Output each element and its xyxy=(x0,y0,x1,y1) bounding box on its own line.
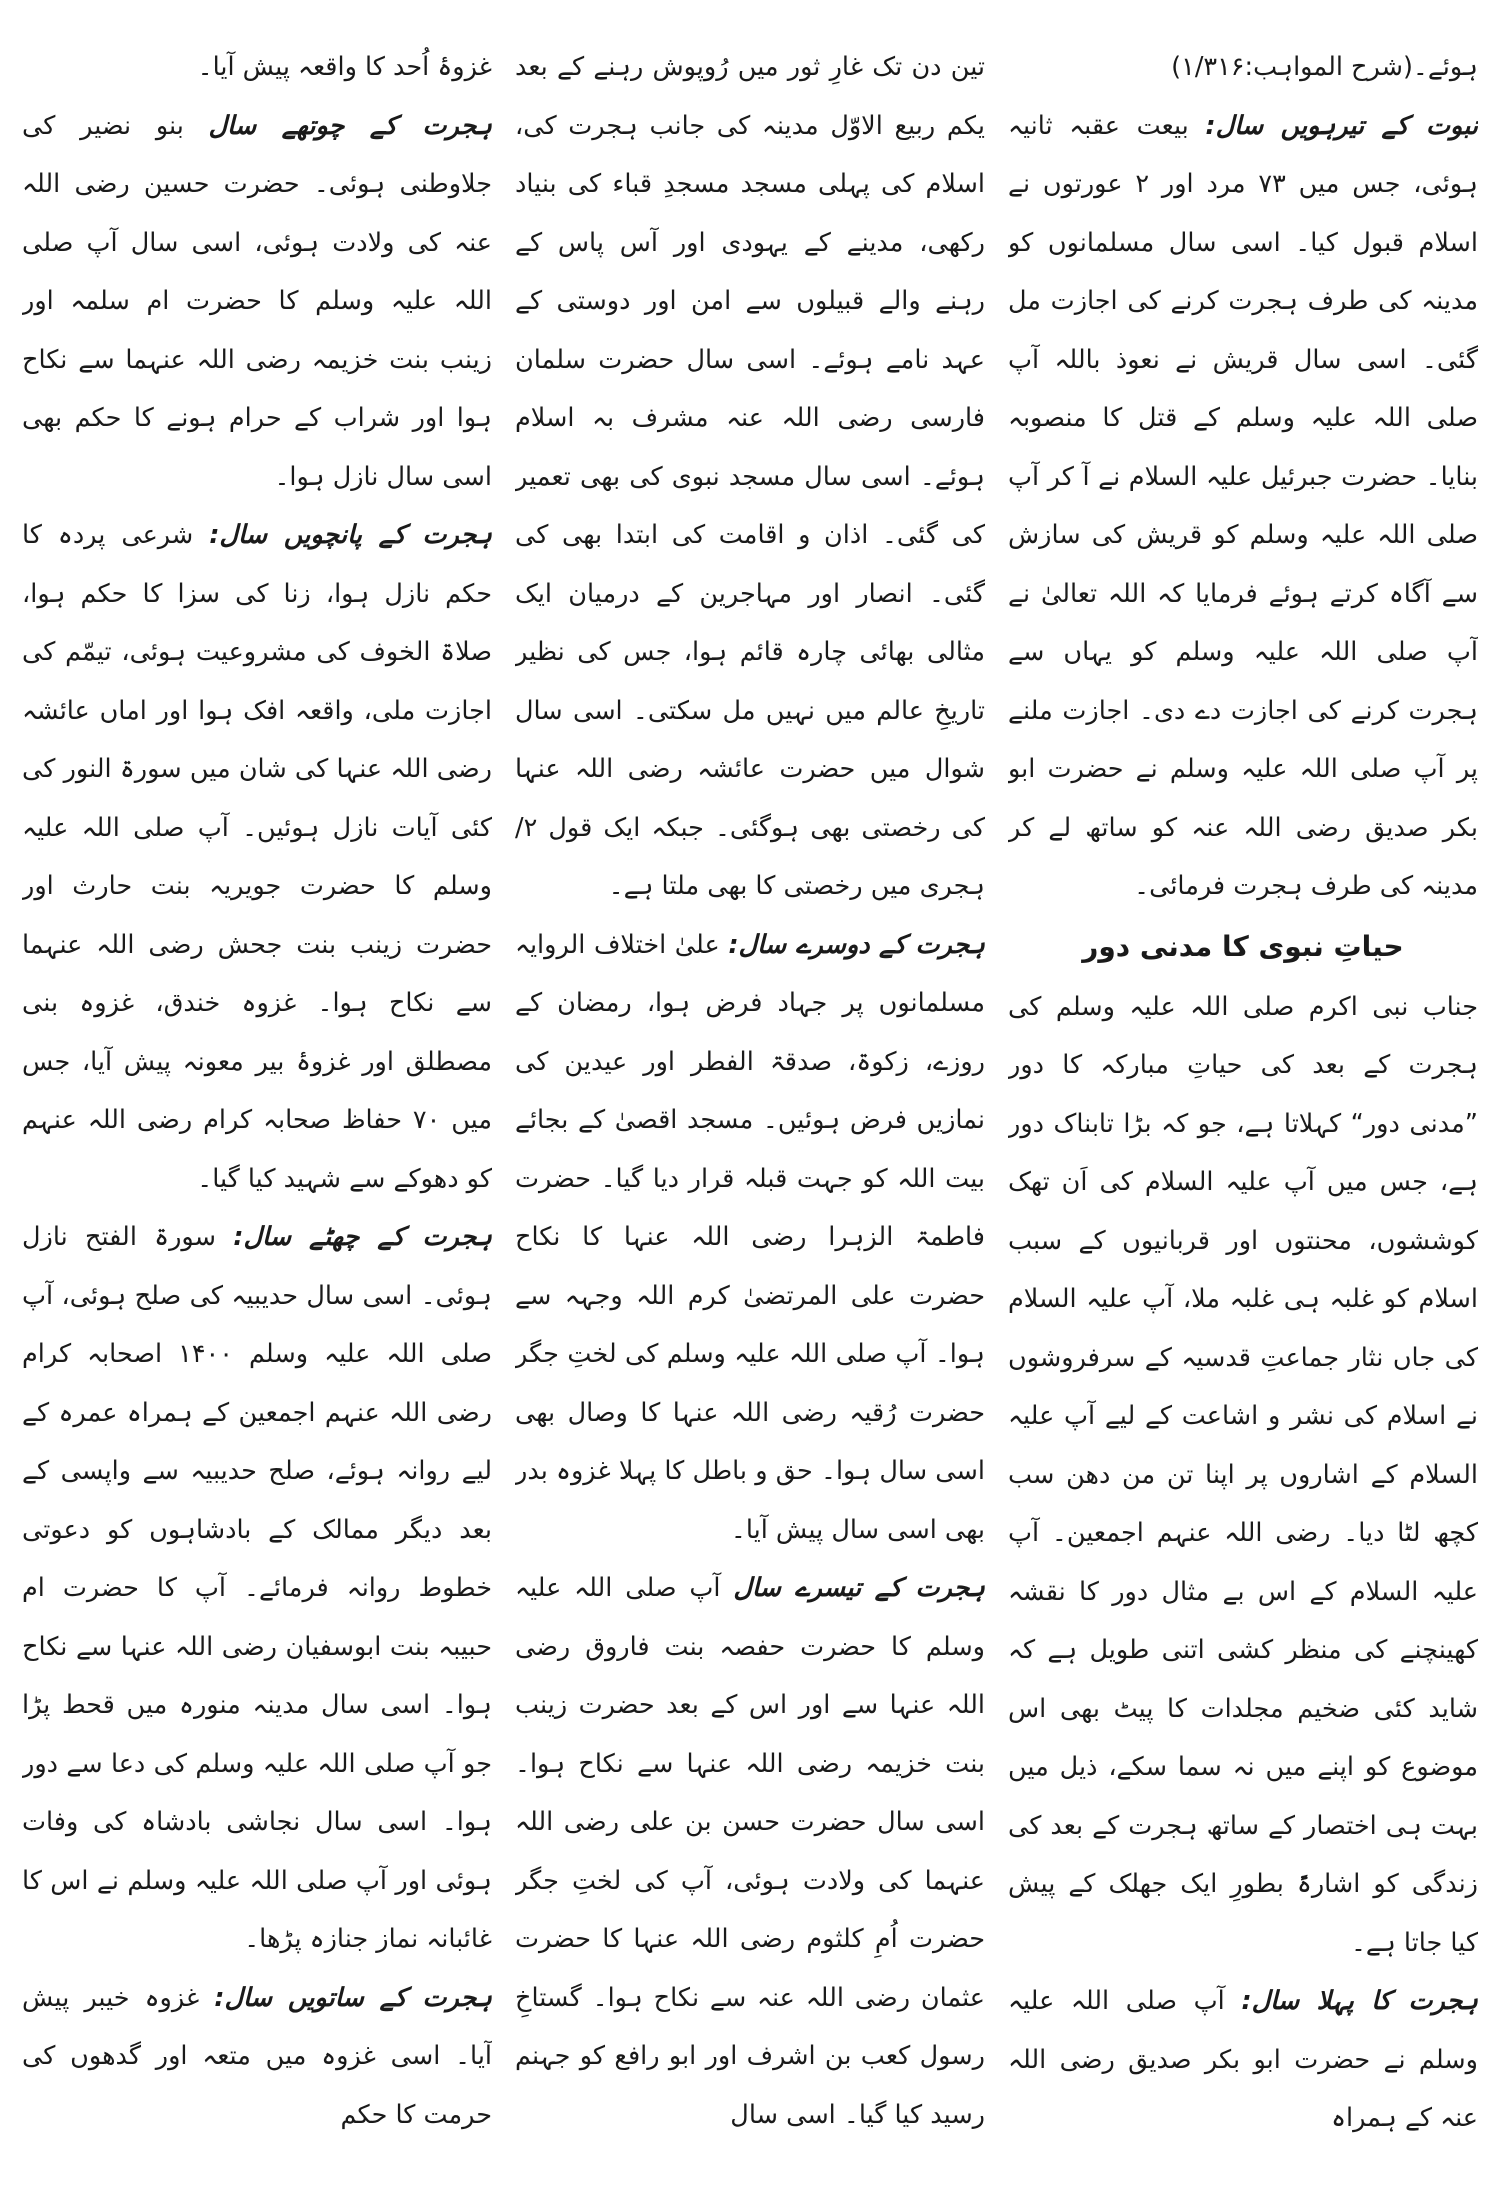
section-heading: نبوت کے تیرہویں سال: xyxy=(1205,110,1478,141)
paragraph-13th-year-of-prophethood: نبوت کے تیرہویں سال: بیعت عقبہ ثانیہ ہوئی، جس میں ۷۳ مرد اور ۲ عورتوں نے اسلام قبول کیا۔ اسی سال مسلمانوں کو مدینہ کی طرف ہجرت کرنے کی اجازت مل گئی۔ اسی سال قریش نے نعوذ باللہ آپ صلی اللہ علیہ وسلم کے قتل کا منصوبہ بنایا۔ حضرت جبرئیل علیہ السلام نے آ کر آپ صلی اللہ علیہ وسلم کو قریش کی سازش سے آگاہ کرتے ہوئے فرمایا کہ اللہ تعالیٰ نے آپ صلی اللہ علیہ وسلم کو یہاں سے ہجرت کرنے کی اجازت دے دی۔ اجازت ملنے پر آپ صلی اللہ علیہ وسلم نے حضرت ابو بکر صدیق رضی اللہ عنہ کو ساتھ لے کر مدینہ کی طرف ہجرت فرمائی۔ xyxy=(1008,110,1478,901)
text-column-left xyxy=(22,38,492,2188)
paragraph-third-year-continued: غزوۂ اُحد کا واقعہ پیش آیا۔ xyxy=(197,52,492,82)
paragraph-sixth-year-of-hijra: ہجرت کے چھٹے سال: سورۃ الفتح نازل ہوئی۔ اسی سال حدیبیہ کی صلح ہوئی، آپ صلی اللہ علیہ وسلم ۱۴۰۰ اصحابہ کرام رضی اللہ عنہم اجمعین کے ہمراہ عمرہ کے لیے روانہ ہوئے، صلح حدیبیہ سے واپسی کے بعد دیگر ممالک کے بادشاہوں کو دعوتی خطوط روانہ فرمائے۔ آپ کا حضرت ام حبیبہ بنت ابوسفیان رضی اللہ عنہا سے نکاح ہوا۔ اسی سال مدینہ منورہ میں قحط پڑا جو آپ صلی اللہ علیہ وسلم کی دعا سے دور ہوا۔ اسی سال نجاشی بادشاہ کی وفات ہوئی اور آپ صلی اللہ علیہ وسلم نے اس کا غائبانہ نماز جنازہ پڑھا۔ xyxy=(22,1222,492,1954)
section-heading: ہجرت کے چوتھے سال xyxy=(208,110,492,141)
paragraph-fifth-year-of-hijra: ہجرت کے پانچویں سال: شرعی پردہ کا حکم نازل ہوا، زنا کی سزا کا حکم ہوا، صلاۃ الخوف کی مشروعیت ہوئی، تیمّم کی اجازت ملی، واقعہ افک ہوا اور اماں عائشہ رضی اللہ عنہا کی شان میں سورۃ النور کی کئی آیات نازل ہوئیں۔ آپ صلی اللہ علیہ وسلم کا حضرت جویریہ بنت حارث اور حضرت زینب بنت جحش رضی اللہ عنہما سے نکاح ہوا۔ غزوہ خندق، غزوہ بنی مصطلق اور غزوۂ بیر معونہ پیش آیا، جس میں ۷۰ حفاظ صحابہ کرام رضی اللہ عنہم کو دھوکے سے شہید کیا گیا۔ xyxy=(22,520,492,1194)
citation-paragraph: ہوئے۔(شرح المواہب:۱/۳۱۶) xyxy=(1171,52,1478,82)
section-title: حیاتِ نبوی کا مدنی دور xyxy=(1082,929,1404,963)
paragraph-madani-era-intro: جناب نبی اکرم صلی اللہ علیہ وسلم کی ہجرت کے بعد کی حیاتِ مبارکہ کا دور ”مدنی دور“ کہلاتا ہے، جو کہ بڑا تابناک دور ہے، جس میں آپ علیہ السلام کی اَن تھک کوششوں، محنتوں اور قربانیوں کے سبب اسلام کو غلبہ ہی غلبہ ملا، آپ علیہ السلام کی جاں نثار جماعتِ قدسیہ کے سرفروشوں نے اسلام کی نشر و اشاعت کے لیے آپ علیہ السلام کے اشاروں پر اپنا تن من دھن سب کچھ لٹا دیا۔ رضی اللہ عنہم اجمعین۔ آپ علیہ السلام کے اس بے مثال دور کا نقشہ کھینچنے کی منظر کشی اتنی طویل ہے کہ شاید کئی ضخیم مجلدات کا پیٹ بھی اس موضوع کو اپنے میں نہ سما سکے، ذیل میں بہت ہی اختصار کے ساتھ ہجرت کے بعد کی زندگی کو اشارۃً بطورِ ایک جھلک کے پیش کیا جاتا ہے۔ xyxy=(1008,991,1478,1958)
paragraph-seventh-year-of-hijra: ہجرت کے ساتویں سال: غزوہ خیبر پیش آیا۔ اسی غزوہ میں متعہ اور گدھوں کی حرمت کا حکم xyxy=(22,1982,492,2130)
paragraph-second-year-of-hijra: ہجرت کے دوسرے سال: علیٰ اختلاف الروایہ مسلمانوں پر جہاد فرض ہوا، رمضان کے روزے، زکوۃ، صدقۃ الفطر اور عیدین کی نمازیں فرض ہوئیں۔ مسجد اقصیٰ کے بجائے بیت اللہ کو جہت قبلہ قرار دیا گیا۔ حضرت فاطمۃ الزہرا رضی اللہ عنہا کا نکاح حضرت علی المرتضیٰ کرم اللہ وجہہ سے ہوا۔ آپ صلی اللہ علیہ وسلم کی لختِ جگر حضرت رُقیہ رضی اللہ عنہا کا وصال بھی اسی سال ہوا۔ حق و باطل کا پہلا غزوہ بدر بھی اسی سال پیش آیا۔ xyxy=(515,929,985,1545)
paragraph-first-year-of-hijra: ہجرت کا پہلا سال: آپ صلی اللہ علیہ وسلم نے حضرت ابو بکر صدیق رضی اللہ عنہ کے ہمراہ xyxy=(1008,1986,1478,2133)
section-heading: ہجرت کا پہلا سال: xyxy=(1241,1986,1478,2016)
paragraph-fourth-year-of-hijra: ہجرت کے چوتھے سال بنو نضیر کی جلاوطنی ہوئی۔ حضرت حسین رضی اللہ عنہ کی ولادت ہوئی، اسی سال آپ صلی اللہ علیہ وسلم کا حضرت ام سلمہ اور زینب بنت خزیمہ رضی اللہ عنہما سے نکاح ہوا اور شراب کے حرام ہونے کا حکم بھی اسی سال نازل ہوا۔ xyxy=(22,110,492,492)
text-column-middle xyxy=(515,38,985,2188)
section-heading: ہجرت کے پانچویں سال: xyxy=(209,520,492,550)
section-heading: ہجرت کے تیسرے سال xyxy=(733,1573,985,1603)
paragraph-first-year-continued: تین دن تک غارِ ثور میں رُوپوش رہنے کے بعد یکم ربیع الاوّل مدینہ کی جانب ہجرت کی، اسلام کی پہلی مسجد مسجدِ قباء کی بنیاد رکھی، مدینے کے یہودی اور آس پاس کے رہنے والے قبیلوں سے امن اور دوستی کے عہد نامے ہوئے۔ اسی سال حضرت سلمان فارسی رضی اللہ عنہ مشرف بہ اسلام ہوئے۔ اسی سال مسجد نبوی کی بھی تعمیر کی گئی۔ اذان و اقامت کی ابتدا بھی کی گئی۔ انصار اور مہاجرین کے درمیان ایک مثالی بھائی چارہ قائم ہوا، جس کی نظیر تاریخِ عالم میں نہیں مل سکتی۔ اسی سال شوال میں حضرت عائشہ رضی اللہ عنہا کی رخصتی بھی ہوگئی۔ جبکہ ایک قول ۲/ہجری میں رخصتی کا بھی ملتا ہے۔ xyxy=(515,52,985,901)
section-heading: ہجرت کے دوسرے سال: xyxy=(728,929,985,960)
section-heading: ہجرت کے ساتویں سال: xyxy=(214,1982,492,2013)
paragraph-third-year-of-hijra: ہجرت کے تیسرے سال آپ صلی اللہ علیہ وسلم کا حضرت حفصہ بنت فاروق رضی اللہ عنہا سے اور اس کے بعد حضرت زینب بنت خزیمہ رضی اللہ عنہا سے نکاح ہوا۔ اسی سال حضرت حسن بن علی رضی اللہ عنہما کی ولادت ہوئی، آپ کی لختِ جگر حضرت اُمِ کلثوم رضی اللہ عنہا کا حضرت عثمان رضی اللہ عنہ سے نکاح ہوا۔ گستاخِ رسول کعب بن اشرف اور ابو رافع کو جہنم رسید کیا گیا۔ اسی سال xyxy=(515,1573,985,2130)
section-heading: ہجرت کے چھٹے سال: xyxy=(233,1222,492,1252)
text-column-right xyxy=(1008,38,1478,2188)
